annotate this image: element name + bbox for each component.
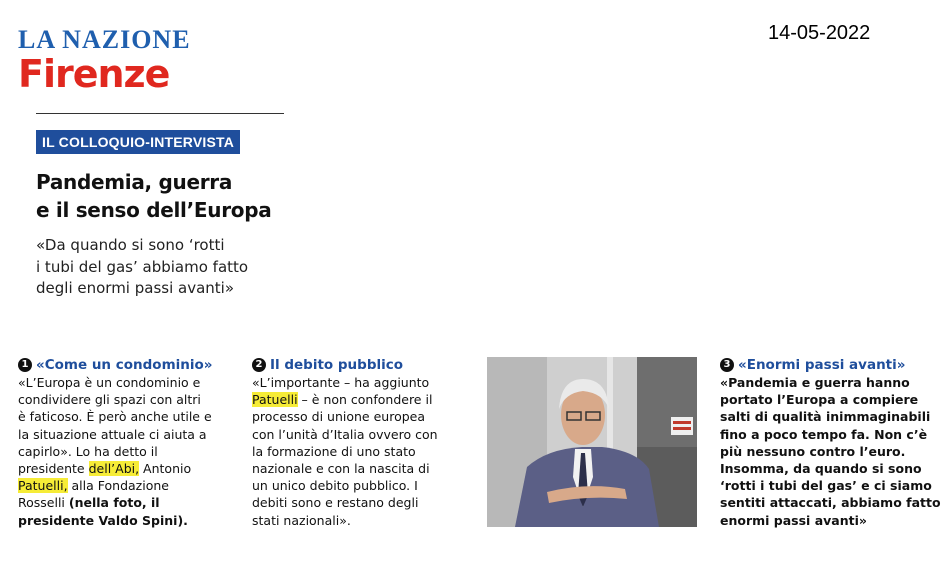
divider-rule [36, 113, 284, 114]
article-photo [487, 357, 697, 527]
body-line: «Pandemia e guerra hanno [720, 375, 910, 390]
body-line: «L’Europa è un condominio e [18, 375, 201, 390]
masthead-title: LA NAZIONE [18, 25, 191, 54]
body-line: la formazione di uno stato [252, 443, 416, 459]
caption-note: presidente Valdo Spini). [18, 512, 188, 528]
number-badge-icon: 1 [18, 358, 32, 372]
body-line: Insomma, da quando si sono [720, 461, 922, 477]
body-line: debiti sono e restano degli [252, 495, 419, 511]
body-line: capirlo». Lo ha detto il [18, 443, 158, 459]
body-line: più nessuno contro l’euro. [720, 443, 906, 459]
body-line: sentiti attaccati, abbiamo fatto [720, 495, 941, 511]
body-line: condividere gli spazi con altri [18, 392, 201, 408]
body-line: salti di qualità inimmaginabili [720, 409, 931, 425]
highlight-text: Patuelli [252, 392, 298, 408]
masthead-city: Firenze [18, 52, 170, 96]
article-headline [36, 168, 316, 224]
column-1 [18, 356, 238, 529]
body-line: stati nazionali». [252, 512, 351, 528]
column-2-title: Il debito pubblico [270, 357, 404, 373]
caption-note: (nella foto, il [68, 495, 160, 511]
column-1-title: «Come un condominio» [36, 357, 213, 373]
body-text: alla Fondazione [67, 478, 169, 494]
body-line: portato l’Europa a compiere [720, 392, 919, 408]
headline-line: Pandemia, guerra [36, 170, 233, 194]
body-text: presidente [18, 461, 89, 477]
column-2 [252, 356, 472, 529]
standfirst-line: «Da quando si sono ‘rotti [36, 236, 225, 254]
highlight-text: dell’Abi, [88, 461, 140, 477]
number-badge-icon: 2 [252, 358, 266, 372]
article-standfirst [36, 235, 296, 300]
body-line [252, 391, 472, 408]
body-line: un unico debito pubblico. I [252, 478, 418, 494]
date-stamp: 14-05-2022 [768, 22, 871, 44]
body-line: «L’importante – ha aggiunto [252, 375, 430, 390]
body-line: enormi passi avanti» [720, 512, 867, 528]
body-line: con l’unità d’Italia ovvero con [252, 426, 438, 442]
column-1-heading [18, 356, 238, 374]
standfirst-line: i tubi del gas’ abbiamo fatto [36, 257, 249, 276]
body-line: processo di unione europea [252, 409, 425, 425]
standfirst-line: degli enormi passi avanti» [36, 279, 235, 297]
body-text: Antonio [139, 461, 192, 477]
body-line [18, 460, 238, 477]
body-line [18, 477, 238, 494]
column-3-heading [720, 356, 935, 374]
body-line [18, 494, 238, 511]
column-3-title: «Enormi passi avanti» [738, 357, 906, 373]
body-text: Rosselli [18, 495, 69, 511]
body-text: – è non confondere il [297, 392, 433, 408]
highlight-text: Patuelli, [18, 478, 68, 494]
column-3 [720, 356, 941, 529]
body-line: ‘rotti i tubi del gas’ e ci siamo [720, 478, 932, 494]
number-badge-icon: 3 [720, 358, 734, 372]
body-line: la situazione attuale ci aiuta a [18, 426, 207, 442]
body-line: nazionale e con la nascita di [252, 461, 430, 477]
portrait-illustration [487, 357, 697, 527]
body-line: è faticoso. È però anche utile e [18, 409, 212, 425]
headline-line: e il senso dell’Europa [36, 198, 272, 222]
column-2-heading [252, 356, 472, 374]
body-line: fino a poco tempo fa. Non c’è [720, 426, 928, 442]
section-kicker: IL COLLOQUIO-INTERVISTA [36, 130, 240, 154]
